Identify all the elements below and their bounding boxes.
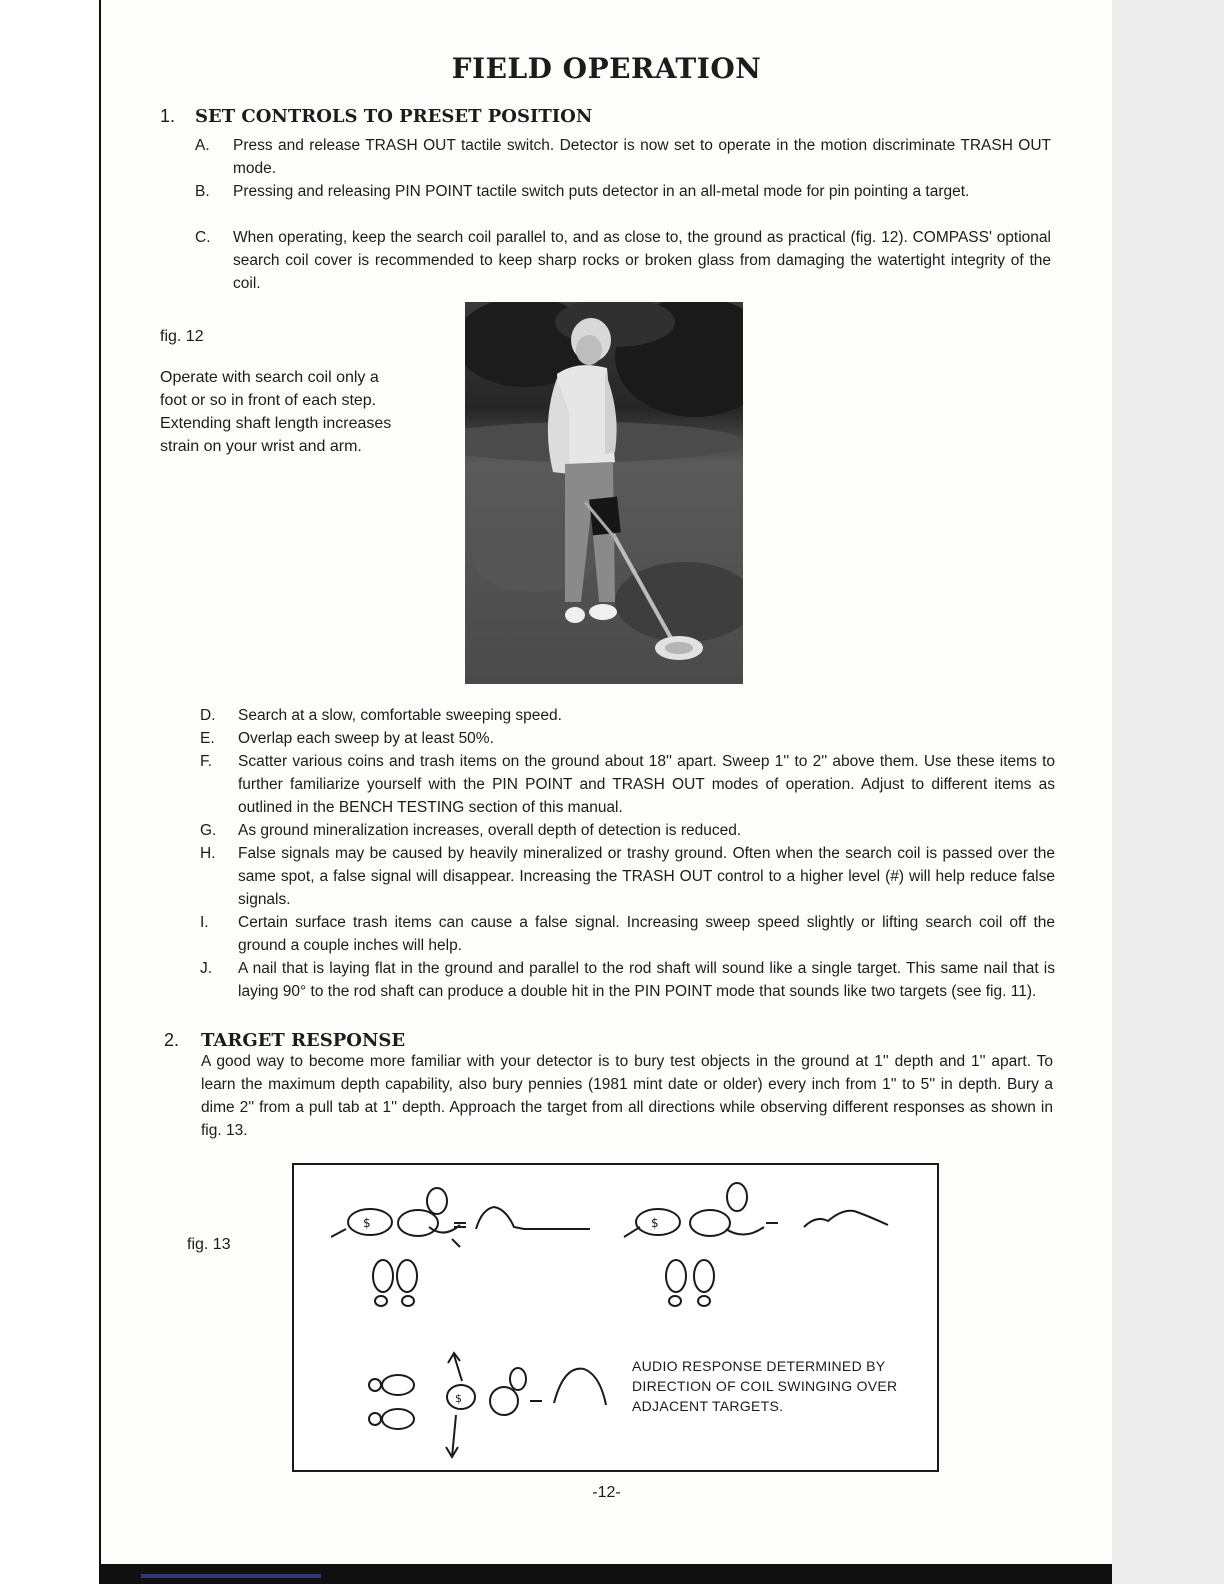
svg-text:$: $ (455, 1392, 462, 1405)
list-item-text: As ground mineralization increases, overall depth of detection is reduced. (238, 822, 742, 839)
scan-left-margin (0, 0, 101, 1584)
list-item-letter: F. (200, 753, 213, 770)
list-item-text: Search at a slow, comfortable sweeping speed. (238, 707, 562, 724)
list-item-text: Overlap each sweep by at least 50%. (238, 730, 494, 747)
sweep-example-3 (369, 1353, 606, 1457)
fig-13-diagram (292, 1163, 939, 1472)
list-item-e (200, 727, 1055, 750)
fig-13-label: fig. 13 (187, 1236, 231, 1253)
list-item-text: Certain surface trash items can cause a false signal. Increasing sweep speed slightly or lifting search coil off the ground a couple inches will help. (238, 914, 1055, 954)
svg-text:$: $ (651, 1216, 659, 1230)
list-item-letter: A. (195, 137, 210, 154)
list-item-a (195, 134, 1051, 180)
sweep-example-2 (624, 1183, 888, 1306)
list-item-letter: J. (200, 960, 213, 977)
fig-12-photo (465, 302, 743, 684)
list-item-j (200, 957, 1055, 1026)
list-item-text: Press and release TRASH OUT tactile switch. Detector is now set to operate in the motion discriminate TRASH OUT mode. (233, 137, 1051, 177)
list-item-g (200, 819, 1055, 842)
list-item-letter: G. (200, 822, 217, 839)
list-item-f (200, 750, 1055, 819)
list-item-text: Pressing and releasing PIN POINT tactile switch puts detector in an all-metal mode for pin pointing a target. (233, 183, 970, 200)
list-item-letter: C. (195, 229, 211, 246)
list-item-i (200, 911, 1055, 957)
fig-12-caption: Operate with search coil only a foot or so in front of each step. Extending shaft length increases strain on your wrist and arm. (160, 369, 392, 455)
list-item-letter: E. (200, 730, 215, 747)
list-item-b (195, 180, 1051, 226)
section-2-title: TARGET RESPONSE (201, 1030, 406, 1051)
section-1-number: 1. (160, 106, 176, 126)
svg-text:$: $ (363, 1216, 371, 1230)
fig-13-note: AUDIO RESPONSE DETERMINED BY DIRECTION OF COIL SWINGING OVER ADJACENT TARGETS. (632, 1358, 898, 1414)
list-item-text: False signals may be caused by heavily mineralized or trashy ground. Often when the search coil is passed over the same spot, a false signal will disappear. Increasing the TRASH OUT control to a higher level (#) will help reduce false signals. (238, 845, 1055, 908)
section-1-title: SET CONTROLS TO PRESET POSITION (195, 106, 593, 127)
section-2-paragraph: A good way to become more familiar with your detector is to bury test objects in the ground at 1'' depth and 1'' apart. To learn the maximum depth capability, also bury pennies (1981 mint date or older) every inch from 1'' to 5'' in depth. Bury a dime 2'' from a pull tab at 1'' depth. Approach the target from all directions while observing different responses as shown in fig. 13. (201, 1053, 1053, 1139)
list-item-d (200, 704, 1055, 727)
list-item-text: Scatter various coins and trash items on the ground about 18'' apart. Sweep 1'' to 2'' above them. Use these items to further familiarize yourself with the PIN POINT and TRASH OUT modes of operation. Adjust to different items as outlined in the BENCH TESTING section of this manual. (238, 753, 1055, 816)
scan-bottom-edge (101, 1564, 1112, 1584)
page-number: -12- (592, 1484, 621, 1501)
manual-page (101, 0, 1112, 1564)
list-item-text: When operating, keep the search coil parallel to, and as close to, the ground as practical (fig. 12). COMPASS' optional search coil cover is recommended to keep sharp rocks or broken glass from damaging the watertight integrity of the coil. (233, 229, 1051, 292)
list-item-letter: B. (195, 183, 210, 200)
metal-detector-user-illustration (465, 302, 743, 684)
list-item-letter: D. (200, 707, 216, 724)
list-item-letter: H. (200, 845, 216, 862)
sweep-example-1 (331, 1188, 590, 1306)
section-1-heading (160, 106, 1040, 130)
list-item-text: A nail that is laying flat in the ground and parallel to the rod shaft will sound like a single target. This same nail that is laying 90° to the rod shaft can produce a double hit in the PIN POINT mode that sounds like two targets (see fig. 11). (238, 960, 1055, 1000)
fig-12-label: fig. 12 (160, 328, 204, 345)
page-title: FIELD OPERATION (451, 52, 762, 85)
list-item-letter: I. (200, 914, 209, 931)
list-item-c (195, 226, 1051, 295)
list-item-h (200, 842, 1055, 911)
scan-right-margin (1111, 0, 1224, 1584)
section-2-number: 2. (164, 1030, 180, 1050)
coil-sweep-diagram (294, 1165, 937, 1470)
